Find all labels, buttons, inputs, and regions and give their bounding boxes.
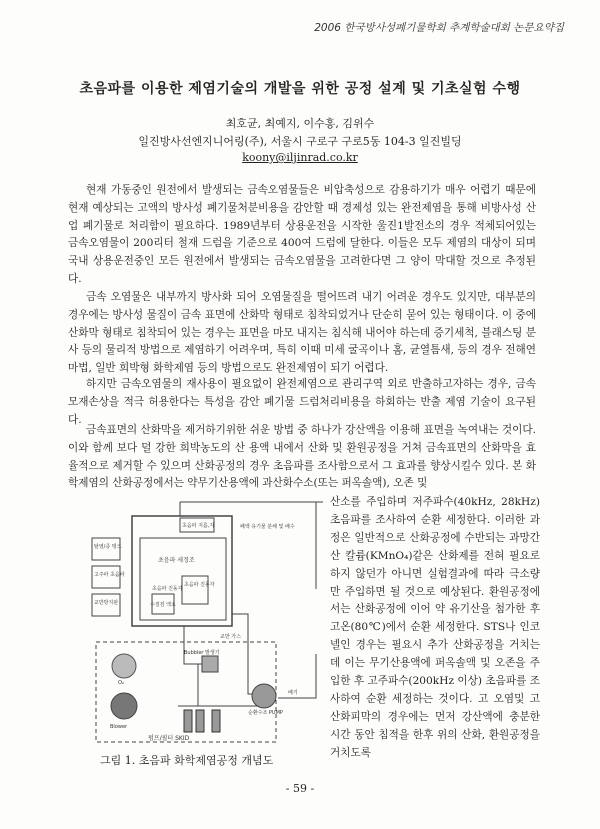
label-water: 수질검 액조 — [150, 602, 176, 608]
label-right: 폐액 유기물 분해 및 배수 — [240, 524, 295, 530]
label-left-box-2: 고주파 초음파 — [94, 572, 125, 578]
label-o2: O₂ — [118, 680, 124, 686]
label-left-box-1: 탈염/증 탱크 — [94, 544, 122, 550]
affiliation: 일진방사선엔지니어링(주), 서울시 구로구 구로5동 104-3 일진빌딩 — [138, 135, 462, 148]
label-skid: 펌프/필터 SKID — [148, 735, 190, 742]
label-left-box-3: 교반방지판 — [94, 600, 119, 606]
body-paragraph-2: 금속 오염물은 내부까지 방사화 되어 오염물질을 떨어뜨려 내기 어려운 경우도 있지만, 대부분의 경우에는 방사성 물질이 금속 표면에 산화막 형태로 침착되었거나 단순히 묻어 있는 형태이다. 이 중에 산화막 형태로 침착되어 있는 경우는 표면을 마모 내지는 침식해 내어야 하는데 증기세척, 블래스팅 분사 등의 물리적 방법으로 제염하기 어려우며, 특히 이때 미세 굴곡이나 홈, 균열틈새, 등의 경우 전해연마법, 일반 희박형 화학제염 등의 방법으로도 완전제염이 되기 어렵다. — [68, 291, 536, 375]
column-text: 산소를 주입하며 저주파수(40kHz, 28kHz) 초음파를 조사하여 순환 세정한다. 이러한 과정은 일반적으로 산화공정에 수반되는 과망간산 칼륨(KMnO₄)같은 산화제를 전혀 필요로 하지 않던가 아니면 실험결과에 따라 극소량만 주입하면 될 것으로 예상된다. 환원공정에서는 산화공정에 이어 약 유기산을 첨가한 후 고온(80℃)에서 순환 세정한다. STS나 인코넬인 경우는 필요시 추가 산화공정을 거치는데 이는 무기산용액에 퍼옥솔액 및 오존을 주입한 후 고주파수(200kHz 이상) 초음파를 조사하여 순환 세정하는 것이다. 고 오염및 고 산화피막의 경우에는 먼저 강산액에 충분한 시간 동안 침적을 한후 위의 산화, 환원공정을 거치도록 — [330, 496, 540, 759]
label-pump: 순환수조 PUMP — [248, 710, 283, 716]
figure-caption: 그림 1. 초음파 화학제염공정 개념도 — [100, 754, 274, 767]
label-drain: 초음파 진동자 — [152, 586, 183, 592]
body-paragraph-3: 하지만 금속오염물의 재사용이 필요없이 완전제염으로 관리구역 외로 반출하고자하는 경우, 금속모재손상을 적극 허용한다는 특성을 감안 폐기물 드럼처리비용을 하회하는 반출 제염 기술이 요구된다. — [68, 378, 536, 426]
label-heater: 초음파 진동자 — [184, 582, 215, 588]
label-blower: Blower — [110, 724, 128, 730]
label-filter-box: 초음파 지름,지 — [182, 523, 215, 529]
paper-title: 초음파를 이용한 제염기술의 개발을 위한 공정 설계 및 기초실험 수행 — [79, 81, 521, 97]
label-bottom: 교반 가스 — [220, 634, 241, 640]
author-list: 최호균, 최예지, 이수홍, 김위수 — [225, 117, 375, 130]
email-link[interactable]: koony@iljinrad.co.kr — [242, 151, 358, 164]
label-bubbler: Bubbler 발생기 — [184, 650, 220, 656]
body-paragraph-1: 현재 가동중인 원전에서 발생되는 금속오염물들은 비압축성으로 감용하기가 매우 어렵기 때문에 현재 예상되는 고액의 방사성 폐기물처분비용을 감안할 때 경제성 있는 완전제염을 통해 비방사성 산업 폐기물로 처리함이 필요하다. 1989년부터 상용운전을 시작한 울진1발전소의 경우 적체되어있는 금속오염물이 200리터 철재 드럼을 기준으로 400여 드럼에 달한다. 이들은 모두 제염의 대상이 되며 국내 상용운전중인 모든 원전에서 발생되는 금속오염물을 고려한다면 그 양이 막대할 것으로 추정된다. — [68, 184, 536, 285]
label-main-tank: 초음파 세정조 — [158, 557, 195, 564]
running-header: 2006 한국방사성폐기물학회 추계학술대회 논문요약집 — [314, 22, 564, 34]
process-diagram — [88, 494, 324, 746]
page-number: - 59 - — [285, 782, 315, 795]
label-exhaust: 배기 — [288, 690, 298, 696]
body-paragraph-4: 금속표면의 산화막을 제거하기위한 쉬운 방법 중 하나가 강산액을 이용해 표면을 녹여내는 것이다. 이와 함께 보다 덜 강한 희박농도의 산 용액 내에서 산화 및 환원공정을 거쳐 금속표면의 산화막을 효율적으로 제거할 수 있으며 산화공정의 경우 초음파를 조사함으로서 그 효과를 향상시킬수 있다. 본 화학제염의 산화공정에서는 약무기산용액에 과산화수소(또는 퍼옥솔액), 오존 및 — [68, 424, 536, 490]
